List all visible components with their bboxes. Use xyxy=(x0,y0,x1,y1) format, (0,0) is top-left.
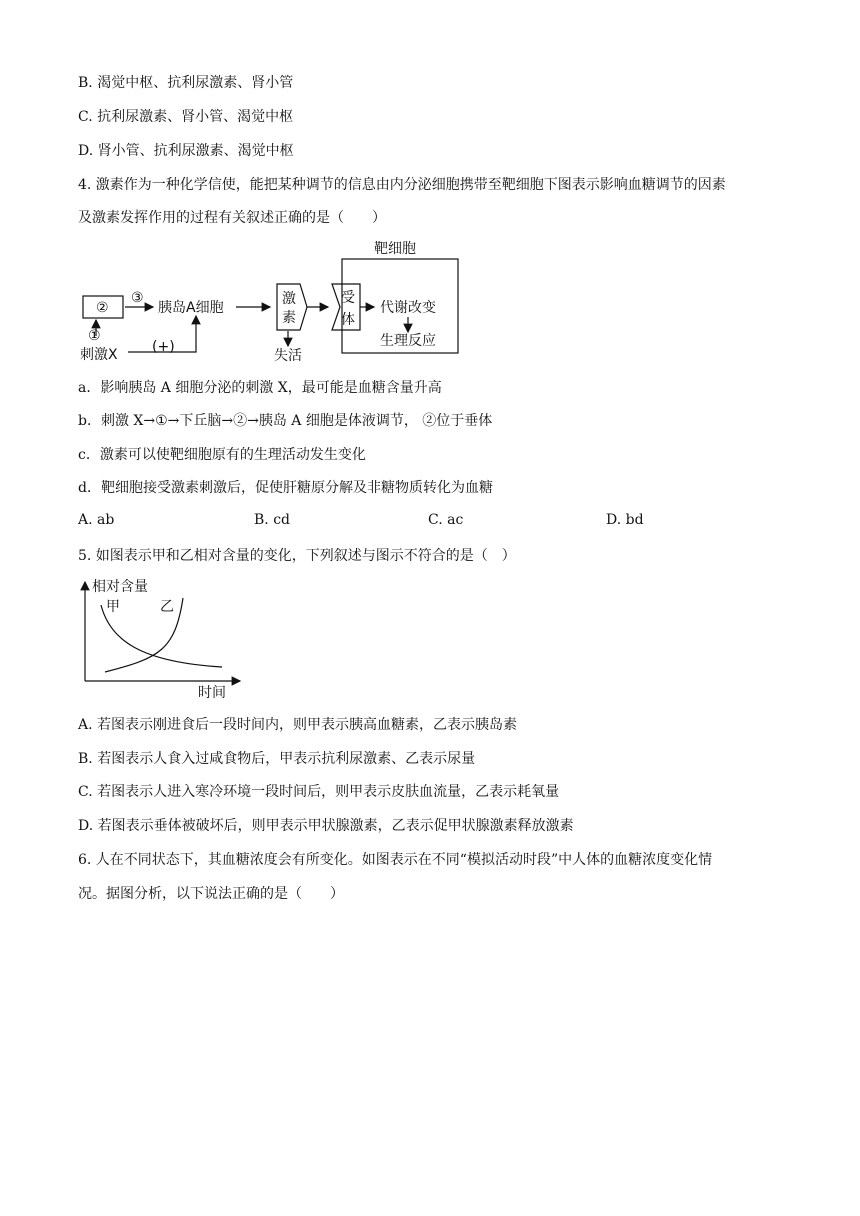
q3-option-c: C. 抗利尿激素、肾小管、渴觉中枢 xyxy=(78,109,294,125)
receptor-char-1: 受 xyxy=(341,290,355,306)
q3-option-b: B. 渴觉中枢、抗利尿激素、肾小管 xyxy=(78,75,294,91)
q4-statement-d: d．靶细胞接受激素刺激后，促使肝糖原分解及非糖物质转化为血糖 xyxy=(78,480,493,496)
q4-choice-d[interactable]: D. bd xyxy=(606,512,644,528)
q4-statement-c: c．激素可以使靶细胞原有的生理活动发生变化 xyxy=(78,447,366,463)
islet-a-cell-label: 胰岛A细胞 xyxy=(158,300,224,316)
q5-option-d[interactable]: D. 若图表示垂体被破坏后，则甲表示甲状腺激素，乙表示促甲状腺激素释放激素 xyxy=(78,818,574,834)
q4-statement-a: a．影响胰岛 A 细胞分泌的刺激 X，最可能是血糖含量升高 xyxy=(78,380,442,396)
metabolism-change-label: 代谢改变 xyxy=(380,300,436,316)
hormone-char-1: 激 xyxy=(282,291,296,307)
q3-option-d: D. 肾小管、抗利尿激素、渴觉中枢 xyxy=(78,143,294,159)
q6-stem-line2: 况。据图分析，以下说法正确的是（ ） xyxy=(78,886,344,902)
q4-statement-b: b．刺激 X→①→下丘脑→②→胰岛 A 细胞是体液调节， ②位于垂体 xyxy=(78,413,493,429)
hormone-char-2: 素 xyxy=(282,310,296,326)
q5-option-a[interactable]: A. 若图表示刚进食后一段时间内，则甲表示胰高血糖素，乙表示胰岛素 xyxy=(78,717,518,733)
inactivate-label: 失活 xyxy=(274,348,302,364)
q4-choices xyxy=(78,512,778,532)
target-cell-label: 靶细胞 xyxy=(374,241,416,257)
stimulus-x-label: 刺激X xyxy=(80,347,118,363)
q4-stem-line2: 及激素发挥作用的过程有关叙述正确的是（ ） xyxy=(78,210,386,226)
curve-yi-label: 乙 xyxy=(160,599,174,615)
physiological-response-label: 生理反应 xyxy=(380,333,436,349)
curve-jia-label: 甲 xyxy=(106,599,120,615)
plus-label: (+) xyxy=(152,339,175,355)
q5-option-c[interactable]: C. 若图表示人进入寒冷环境一段时间后，则甲表示皮肤血流量，乙表示耗氧量 xyxy=(78,784,560,800)
q4-choice-a[interactable]: A. ab xyxy=(78,512,115,528)
receptor-char-2: 体 xyxy=(341,312,355,328)
q4-choice-c[interactable]: C. ac xyxy=(428,512,464,528)
y-axis-label: 相对含量 xyxy=(92,579,148,595)
q4-stem-line1: 4. 激素作为一种化学信使，能把某种调节的信息由内分泌细胞携带至靶细胞下图表示影响血糖调节的因素 xyxy=(78,177,726,193)
q4-choice-b[interactable]: B. cd xyxy=(254,512,290,528)
label-3: ③ xyxy=(131,290,144,306)
x-axis-label: 时间 xyxy=(198,685,226,701)
box-2-label: ② xyxy=(96,300,109,316)
label-1: ① xyxy=(88,328,101,344)
q6-stem-line1: 6. 人在不同状态下，其血糖浓度会有所变化。如图表示在不同“模拟活动时段”中人体的血糖浓度变化情 xyxy=(78,852,713,868)
q5-option-b[interactable]: B. 若图表示人食入过咸食物后，甲表示抗利尿激素、乙表示尿量 xyxy=(78,751,476,767)
q5-stem: 5. 如图表示甲和乙相对含量的变化，下列叙述与图示不符合的是（ ） xyxy=(78,548,516,564)
